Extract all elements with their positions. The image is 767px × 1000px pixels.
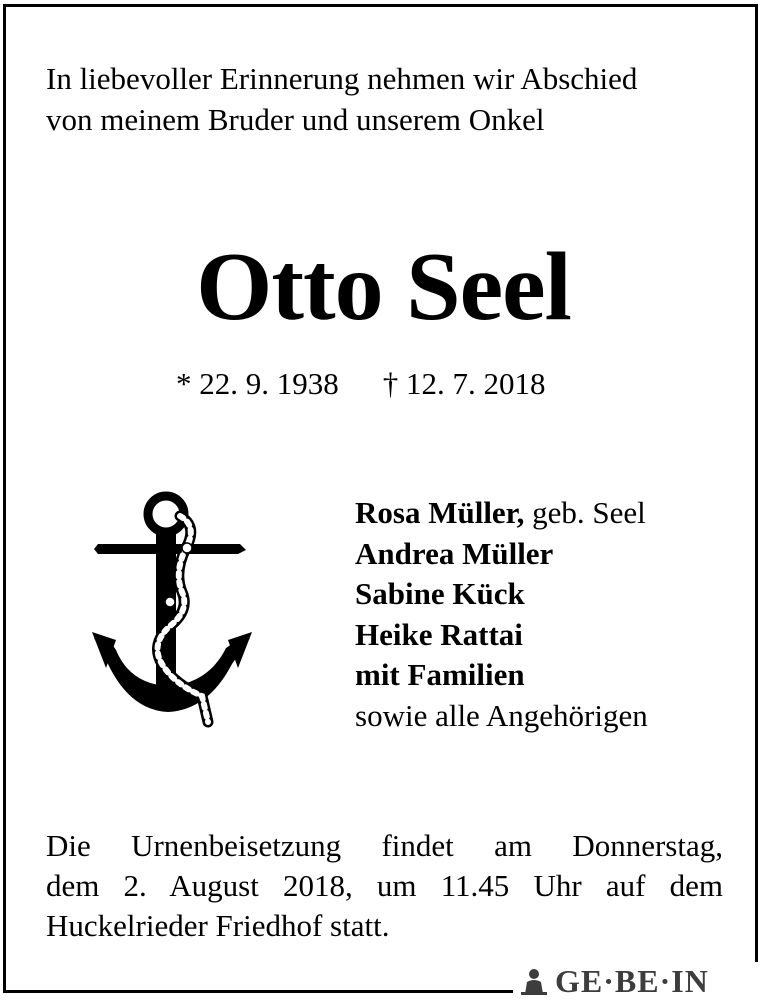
burial-line: Die Urnenbeisetzung findet am Donnerstag,: [46, 828, 723, 863]
mourner-entry: [355, 493, 648, 534]
brand-name: GE·BE·IN: [555, 963, 709, 999]
publisher-logo: [513, 962, 767, 1000]
life-dates: [176, 364, 546, 404]
burial-line: dem 2. August 2018, um 11.45 Uhr auf dem: [46, 868, 723, 903]
deceased-name: Otto Seel: [196, 233, 571, 341]
mourner-families: mit Familien: [355, 657, 525, 692]
intro-line: In liebevoller Erinnerung nehmen wir Abschied: [46, 61, 638, 96]
mourner-closing: sowie alle Angehörigen: [355, 697, 648, 733]
anchor-icon: [90, 488, 260, 733]
burial-line: Huckelrieder Friedhof statt.: [46, 908, 390, 943]
intro-text: [46, 58, 736, 140]
death-date: † 12. 7. 2018: [382, 366, 546, 401]
birth-date: * 22. 9. 1938: [176, 366, 339, 401]
mourner-name: Rosa Müller,: [355, 495, 525, 530]
mourner-name: Andrea Müller: [355, 535, 554, 571]
mourner-note: geb. Seel: [524, 495, 646, 530]
intro-line: von meinem Bruder und unserem Onkel: [46, 102, 545, 137]
mourner-name: Sabine Kück: [355, 576, 525, 611]
burial-info: [46, 826, 723, 946]
mourner-name: Heike Rattai: [355, 616, 523, 652]
person-silhouette-icon: [519, 966, 549, 996]
mourners-list: [355, 493, 648, 736]
